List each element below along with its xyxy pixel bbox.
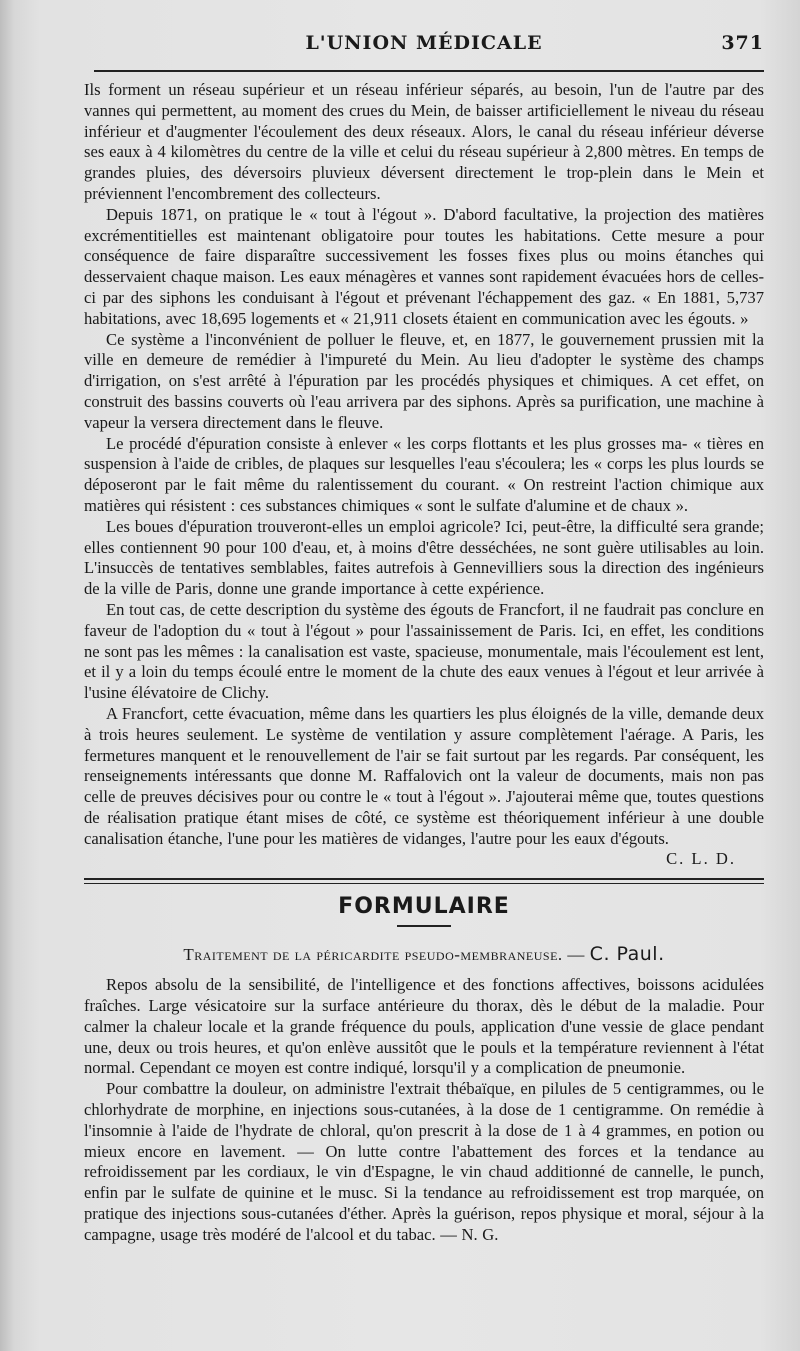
section-divider <box>84 878 764 884</box>
section-heading: FORMULAIRE <box>338 894 510 920</box>
page-number: 371 <box>721 32 764 54</box>
formula-paragraph: Repos absolu de la sensibilité, de l'intelligence et des fonctions affectives, boissons acidulées fraîches. Large vésicatoire sur la surface antérieure du thorax, dès le début de la maladie. Pour calmer la chaleur locale et la grande fréquence du pouls, application d'une vessie de glace pendant une, deux ou trois heures, et qu'on enlève aussitôt que le pouls et la température reviennent à l'état normal. Cependant ce moyen est contre indiqué, lorsqu'il y a complication de pneumonie. <box>84 975 764 1078</box>
article-paragraph: En tout cas, de cette description du système des égouts de Francfort, il ne faudrait pas conclure en faveur de l'adoption du « tout à l'égout » pour l'assainissement de Paris. Ici, en effet, les conditions ne sont pas les mêmes : la canalisation est vaste, spacieuse, monumentale, mais l'écoulement est lent, et il y a loin du temps écoulé entre le moment de la chute des eaux venues à l'égout et leur arrivée à l'usine élévatoire de Clichy. <box>84 599 764 703</box>
journal-title: L'UNION MÉDICALE <box>305 32 543 54</box>
article-paragraph: Ils forment un réseau supérieur et un réseau inférieur séparés, au besoin, l'un de l'autre par des vannes qui permettent, au moment des crues du Mein, de baisser artificiellement le niveau du réseau inférieur et d'augmenter l'écoulement des deux réseaux. Alors, le canal du réseau inférieur déverse ses eaux à 4 kilomètres du centre de la ville et celui du réseau supérieur à 2,800 mètres. En temps de grandes pluies, des déversoirs pluvieux déversent directement le trop-plein dans le Mein et préviennent l'encombrement des collecteurs. <box>84 80 764 203</box>
article-body <box>84 80 764 849</box>
formula-author: C. Paul. <box>589 943 665 966</box>
formula-body <box>84 975 764 1245</box>
running-header <box>84 28 764 62</box>
formula-title <box>84 943 764 965</box>
header-rule <box>94 70 764 72</box>
article-paragraph: Le procédé d'épuration consiste à enlever « les corps flottants et les plus grosses ma- « tières en suspension à l'aide de cribles, de plaques sur lesquelles l'eau s'écoulera; les « corps les plus lourds se déposeront par le fait même du ralentissement du courant. « On restreint l'action chimique aux matières qui résistent : ces substances chimiques « sont le sulfate d'alumine et de chaux ». <box>84 433 764 515</box>
article-paragraph: Depuis 1871, on pratique le « tout à l'égout ». D'abord facultative, la projection des matières excrémentitielles est maintenant obligatoire pour toutes les habitations. Cette mesure a pour conséquence de faire disparaître successivement les fosses fixes plus ou moins étanches qui desservaient chaque maison. Les eaux ménagères et vannes sont rapidement évacuées hors de celles-ci par des siphons les conduisant à l'égout et prévenant l'échappement des gaz. « En 1881, 5,737 habitations, avec 18,695 logements et « 21,911 closets étaient en communication avec les égouts. » <box>84 204 764 328</box>
formula-paragraph: Pour combattre la douleur, on administre l'extrait thébaïque, en pilules de 5 centigrammes, ou le chlorhydrate de morphine, en injections sous-cutanées, à la dose de 1 centigramme. On remédie à l'insomnie à l'aide de l'hydrate de chloral, qu'on prescrit à la dose de 1 à 4 grammes, en potion ou mieux encore en lavement. — On lutte contre l'abattement des forces et la tendance au refroidissement par les cordiaux, le vin d'Espagne, le vin chaud additionné de cannelle, le punch, enfin par le sulfate de quinine et le musc. Si la tendance au refroidissement est trop marquée, on pratique des injections sous-cutanées d'éther. Après la guérison, repos physique et moral, séjour à la campagne, usage très modéré de l'alcool et du tabac. — N. G. <box>84 1079 764 1244</box>
article-signature: C. L. D. <box>666 849 736 869</box>
formula-title-text: Traitement de la péricardite pseudo-membraneuse. — <box>183 945 585 965</box>
article-paragraph: Les boues d'épuration trouveront-elles un emploi agricole? Ici, peut-être, la difficulté sera grande; elles contiennent 90 pour 100 d'eau, et, à moins d'être desséchées, ne sont guère utilisables au loin. L'insuccès de tentatives semblables, faites autrefois à Gennevilliers sous la direction des ingénieurs de la ville de Paris, donne une grande importance à cette expérience. <box>84 516 764 599</box>
article-paragraph: A Francfort, cette évacuation, même dans les quartiers les plus éloignés de la ville, demande deux à trois heures seulement. Le système de ventilation y assure complètement l'aérage. A Paris, les fermetures manquent et le renouvellement de l'air se fait surtout par les regards. Par conséquent, les renseignements intéressants que donne M. Raffalovich ont la valeur de documents, mais non pas celle de preuves décisives pour ou contre le « tout à l'égout ». J'ajouterai même que, toutes questions de réalisation pratique étant mises de côté, ce système est théoriquement inférieur à une double canalisation étanche, l'une pour les matières de vidanges, l'autre pour les eaux d'égouts. <box>84 703 764 848</box>
heading-underline <box>397 925 451 927</box>
article-paragraph: Ce système a l'inconvénient de polluer le fleuve, et, en 1877, le gouvernement prussien mit la ville en demeure de remédier à l'impureté du Mein. Au lieu d'adopter le système des champs d'irrigation, on s'est arrêté à l'épuration par les procédés physiques et chimiques. A cet effet, on construit des bassins couverts où l'eau arrivera par des siphons. Après sa purification, une machine à vapeur la versera directement dans le fleuve. <box>84 329 764 432</box>
